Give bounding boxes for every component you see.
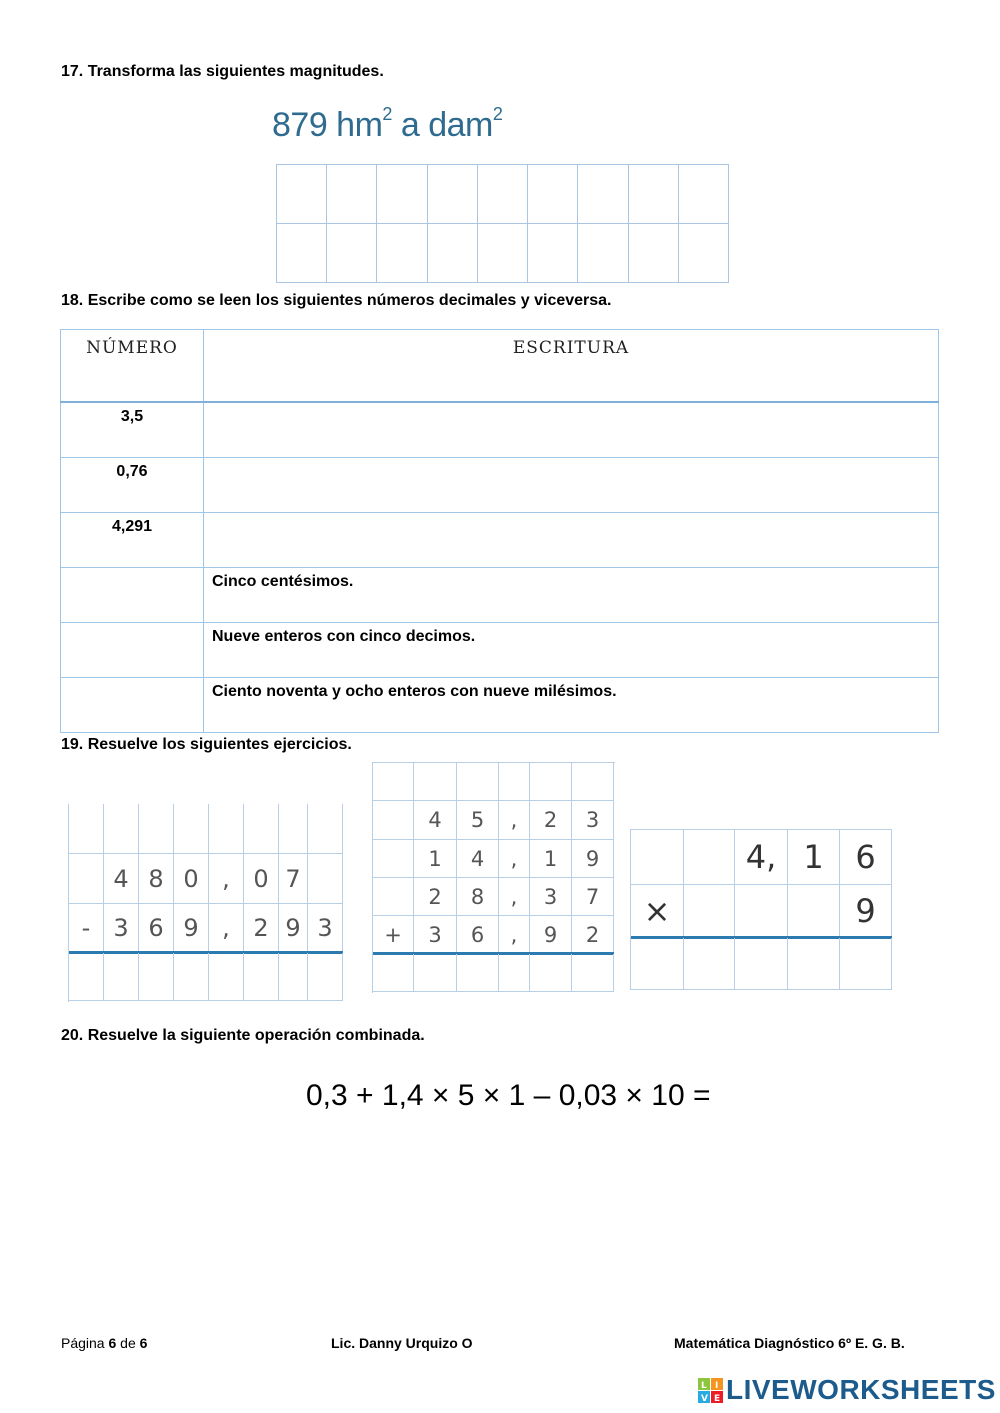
- question-17-title: 17. Transforma las siguientes magnitudes.: [61, 63, 384, 80]
- answer-cell[interactable]: [631, 830, 684, 885]
- digit-cell: 9: [279, 904, 308, 953]
- question-18-title: 18. Escribe como se leen los siguientes números decimales y viceversa.: [61, 292, 612, 309]
- digit-cell: 9: [174, 904, 209, 953]
- answer-cell[interactable]: [572, 763, 614, 801]
- grid-cell[interactable]: [628, 164, 679, 224]
- question-19-title: 19. Resuelve los siguientes ejercicios.: [61, 736, 352, 753]
- answer-cell[interactable]: [104, 953, 139, 1001]
- answer-cell[interactable]: [735, 938, 788, 990]
- digit-cell: 3: [414, 916, 457, 954]
- digit-cell: 6: [139, 904, 174, 953]
- grid-cell[interactable]: [326, 223, 377, 283]
- answer-cell[interactable]: [308, 953, 343, 1001]
- escritura-cell: Cinco centésimos.: [204, 568, 939, 623]
- digit-cell: 2: [530, 801, 572, 840]
- answer-cell[interactable]: [244, 804, 279, 854]
- answer-cell[interactable]: [414, 954, 457, 992]
- answer-cell[interactable]: [373, 763, 414, 801]
- grid-cell[interactable]: [577, 164, 628, 224]
- digit-cell: 0: [174, 854, 209, 904]
- page-label: Página: [61, 1335, 105, 1351]
- grid-cell[interactable]: [376, 164, 427, 224]
- digit-cell: 6: [457, 916, 499, 954]
- digit-cell: 7: [279, 854, 308, 904]
- grid-cell[interactable]: [376, 223, 427, 283]
- answer-cell[interactable]: [530, 763, 572, 801]
- magnitude-label: [272, 106, 502, 145]
- magnitude-mid: a dam: [391, 106, 493, 144]
- svg-text:V: V: [701, 1394, 708, 1404]
- table-row: [61, 623, 939, 678]
- digit-cell: ,: [209, 904, 244, 953]
- grid-cell[interactable]: [678, 223, 729, 283]
- total-pages: 6: [139, 1335, 148, 1351]
- answer-cell[interactable]: [209, 804, 244, 854]
- digit-cell: 9: [530, 916, 572, 954]
- answer-cell[interactable]: [69, 854, 104, 904]
- answer-cell[interactable]: [308, 854, 343, 904]
- answer-cell[interactable]: [279, 804, 308, 854]
- digit-cell: 9: [572, 840, 614, 878]
- digit-cell: 1: [788, 830, 840, 885]
- grid-cell[interactable]: [326, 164, 377, 224]
- digit-cell: 1: [414, 840, 457, 878]
- digit-cell: ,: [499, 840, 530, 878]
- magnitude-prefix: 879 hm: [272, 106, 383, 144]
- answer-cell[interactable]: [499, 763, 530, 801]
- grid-cell[interactable]: [477, 223, 528, 283]
- digit-cell: 8: [139, 854, 174, 904]
- answer-cell[interactable]: [530, 954, 572, 992]
- answer-cell[interactable]: [788, 938, 840, 990]
- numero-cell[interactable]: [61, 568, 204, 623]
- digit-cell: ×: [631, 885, 684, 938]
- digit-cell: 2: [244, 904, 279, 953]
- table-row: [61, 568, 939, 623]
- decimal-reading-table: [60, 329, 939, 733]
- digit-cell: 3: [104, 904, 139, 953]
- answer-cell[interactable]: [139, 804, 174, 854]
- answer-cell[interactable]: [174, 953, 209, 1001]
- answer-cell[interactable]: [788, 885, 840, 938]
- escritura-cell[interactable]: [204, 402, 939, 458]
- answer-cell[interactable]: [373, 801, 414, 840]
- conversion-grid[interactable]: [276, 164, 728, 282]
- escritura-cell: Ciento noventa y ocho enteros con nueve milésimos.: [204, 678, 939, 733]
- page-of-label: de: [120, 1335, 136, 1351]
- answer-cell[interactable]: [373, 954, 414, 992]
- answer-cell[interactable]: [174, 804, 209, 854]
- answer-cell[interactable]: [244, 953, 279, 1001]
- answer-cell[interactable]: [69, 804, 104, 854]
- digit-cell: 7: [572, 878, 614, 916]
- grid-cell[interactable]: [477, 164, 528, 224]
- author: Lic. Danny Urquizo O: [331, 1335, 473, 1351]
- combined-operation: 0,3 + 1,4 × 5 × 1 – 0,03 × 10 =: [306, 1079, 711, 1112]
- answer-cell[interactable]: [69, 953, 104, 1001]
- digit-cell: ,: [499, 801, 530, 840]
- column-header-numero: NÚMERO: [61, 330, 204, 403]
- numero-cell[interactable]: 3,5: [61, 402, 204, 458]
- grid-cell[interactable]: [276, 223, 327, 283]
- svg-text:E: E: [714, 1394, 721, 1404]
- escritura-cell: Nueve enteros con cinco decimos.: [204, 623, 939, 678]
- current-page: 6: [108, 1335, 117, 1351]
- grid-cell[interactable]: [628, 223, 679, 283]
- digit-cell: +: [373, 916, 414, 954]
- table-row: [61, 513, 939, 568]
- digit-cell: 3: [572, 801, 614, 840]
- numero-cell[interactable]: [61, 678, 204, 733]
- numero-cell[interactable]: 4,291: [61, 513, 204, 568]
- digit-cell: 9: [840, 885, 892, 938]
- digit-cell: 1: [530, 840, 572, 878]
- answer-cell[interactable]: [735, 885, 788, 938]
- page-number: [61, 1335, 147, 1351]
- answer-cell[interactable]: [308, 804, 343, 854]
- grid-cell[interactable]: [427, 164, 478, 224]
- answer-cell[interactable]: [279, 953, 308, 1001]
- table-row: [61, 678, 939, 733]
- answer-cell[interactable]: [209, 953, 244, 1001]
- grid-cell[interactable]: [527, 164, 578, 224]
- answer-cell[interactable]: [499, 954, 530, 992]
- digit-cell: 6: [840, 830, 892, 885]
- answer-cell[interactable]: [684, 938, 735, 990]
- answer-cell[interactable]: [414, 763, 457, 801]
- answer-cell[interactable]: [684, 885, 735, 938]
- grid-cell[interactable]: [527, 223, 578, 283]
- answer-cell[interactable]: [139, 953, 174, 1001]
- numero-cell[interactable]: 0,76: [61, 458, 204, 513]
- digit-cell: ,: [499, 878, 530, 916]
- grid-cell[interactable]: [678, 164, 729, 224]
- column-header-escritura: ESCRITURA: [204, 330, 939, 403]
- escritura-cell[interactable]: [204, 513, 939, 568]
- digit-cell: 2: [414, 878, 457, 916]
- digit-cell: 4: [104, 854, 139, 904]
- digit-cell: 2: [572, 916, 614, 954]
- answer-cell[interactable]: [457, 954, 499, 992]
- digit-cell: 8: [457, 878, 499, 916]
- digit-cell: 4: [414, 801, 457, 840]
- digit-cell: 4: [457, 840, 499, 878]
- answer-cell[interactable]: [104, 804, 139, 854]
- liveworksheets-logo-icon: [698, 1378, 724, 1404]
- grid-cell[interactable]: [276, 164, 327, 224]
- svg-text:I: I: [715, 1381, 719, 1391]
- grid-cell[interactable]: [427, 223, 478, 283]
- svg-text:L: L: [701, 1381, 707, 1391]
- answer-cell[interactable]: [457, 763, 499, 801]
- digit-cell: -: [69, 904, 104, 953]
- liveworksheets-brand: LIVEWORKSHEETS: [726, 1374, 996, 1405]
- question-20-title: 20. Resuelve la siguiente operación combinada.: [61, 1027, 425, 1044]
- answer-cell[interactable]: [631, 938, 684, 990]
- answer-cell[interactable]: [373, 840, 414, 878]
- table-row: [61, 402, 939, 458]
- subtraction-exercise: [68, 804, 343, 1002]
- multiplication-exercise: [630, 829, 892, 990]
- addition-exercise: [372, 762, 615, 993]
- answer-cell[interactable]: [684, 830, 735, 885]
- digit-cell: 3: [530, 878, 572, 916]
- digit-cell: 3: [308, 904, 343, 953]
- table-row: [61, 458, 939, 513]
- digit-cell: 0: [244, 854, 279, 904]
- digit-cell: ,: [499, 916, 530, 954]
- numero-cell[interactable]: [61, 623, 204, 678]
- escritura-cell[interactable]: [204, 458, 939, 513]
- digit-cell: 5: [457, 801, 499, 840]
- answer-cell[interactable]: [572, 954, 614, 992]
- digit-cell: ,: [209, 854, 244, 904]
- course-title: Matemática Diagnóstico 6º E. G. B.: [674, 1335, 905, 1351]
- grid-cell[interactable]: [577, 223, 628, 283]
- answer-cell[interactable]: [840, 938, 892, 990]
- digit-cell: 4,: [735, 830, 788, 885]
- answer-cell[interactable]: [373, 878, 414, 916]
- magnitude-exponent-1: 2: [382, 104, 392, 124]
- magnitude-exponent-2: 2: [492, 104, 503, 124]
